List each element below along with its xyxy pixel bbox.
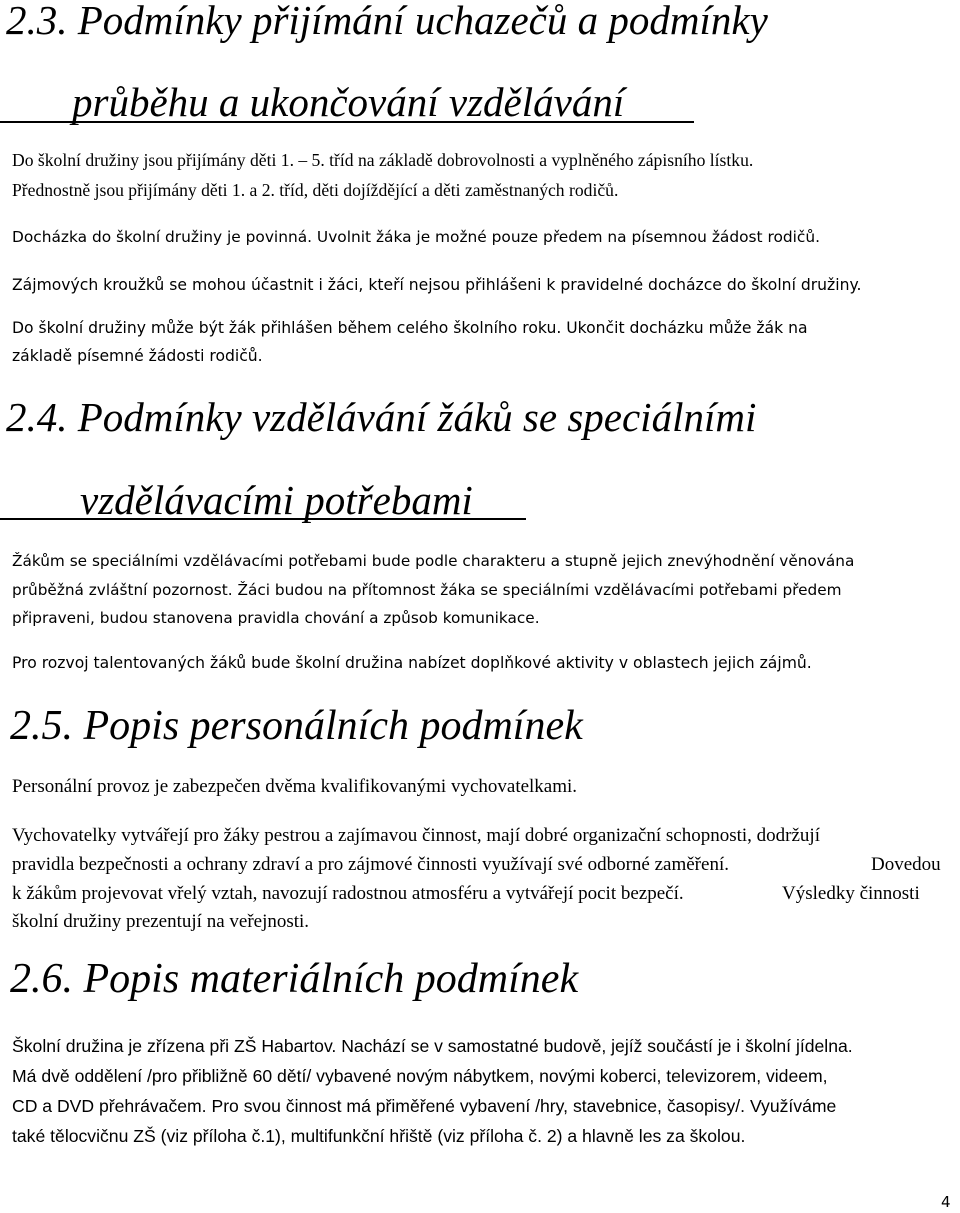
- paragraph-line: Zájmových kroužků se mohou účastnit i žáci, kteří nejsou přihlášeni k pravidelné docházce do školní družiny.: [12, 276, 862, 294]
- paragraph-line: průběžná zvláštní pozornost. Žáci budou na přítomnost žáka se speciálními vzdělávacími potřebami předem: [12, 581, 842, 599]
- paragraph-line: Personální provoz je zabezpečen dvěma kvalifikovanými vychovatelkami.: [12, 776, 578, 797]
- section-2-3-heading-line2: průběhu a ukončování vzdělávání: [72, 79, 625, 125]
- paragraph-line: Přednostně jsou přijímány děti 1. a 2. tříd, děti dojíždějící a děti zaměstnaných rodičů.: [12, 180, 619, 200]
- paragraph-line: základě písemné žádosti rodičů.: [12, 347, 263, 365]
- paragraph-line: Do školní družiny může být žák přihlášen během celého školního roku. Ukončit docházku může žák na: [12, 319, 808, 337]
- section-2-3-heading-line1: 2.3. Podmínky přijímání uchazečů a podmínky: [6, 0, 768, 43]
- paragraph-line: Pro rozvoj talentovaných žáků bude školní družina nabízet doplňkové aktivity v oblastech jejich zájmů.: [12, 654, 812, 672]
- section-2-5-heading: 2.5. Popis personálních podmínek: [10, 703, 583, 749]
- paragraph-line: školní družiny prezentují na veřejnosti.: [12, 911, 310, 932]
- page-number: 4: [941, 1193, 951, 1211]
- section-2-3-heading-underline: [0, 121, 694, 123]
- section-2-6-heading: 2.6. Popis materiálních podmínek: [10, 956, 579, 1002]
- paragraph-line: také tělocvičnu ZŠ (viz příloha č.1), multifunkční hřiště (viz příloha č. 2) a hlavně les za školou.: [12, 1126, 746, 1146]
- paragraph-line: Školní družina je zřízena při ZŠ Habartov. Nachází se v samostatné budově, jejíž součástí je i školní jídelna.: [12, 1036, 853, 1056]
- section-2-4-heading-underline: [0, 518, 526, 520]
- paragraph-line: Výsledky činnosti: [782, 883, 920, 904]
- section-2-4-heading-line1: 2.4. Podmínky vzdělávání žáků se speciálními: [6, 394, 757, 440]
- paragraph-line: k žákům projevovat vřelý vztah, navozují radostnou atmosféru a vytvářejí pocit bezpečí.: [12, 883, 684, 904]
- paragraph-line: pravidla bezpečnosti a ochrany zdraví a pro zájmové činnosti využívají své odborné zaměření.: [12, 854, 729, 875]
- paragraph-line: Docházka do školní družiny je povinná. Uvolnit žáka je možné pouze předem na písemnou žádost rodičů.: [12, 228, 821, 246]
- paragraph-line: CD a DVD přehrávačem. Pro svou činnost má přiměřené vybavení /hry, stavebnice, časopisy/. Využíváme: [12, 1096, 837, 1116]
- paragraph-line: Má dvě oddělení /pro přibližně 60 dětí/ vybavené novým nábytkem, novými koberci, televizorem, videem,: [12, 1066, 828, 1086]
- paragraph-line: připraveni, budou stanovena pravidla chování a způsob komunikace.: [12, 609, 540, 627]
- paragraph-line: Žákům se speciálními vzdělávacími potřebami bude podle charakteru a stupně jejich znevýhodnění věnována: [12, 552, 855, 570]
- paragraph-line: Do školní družiny jsou přijímány děti 1. – 5. tříd na základě dobrovolnosti a vyplněného zápisního lístku.: [12, 150, 754, 170]
- section-2-4-heading-line2: vzdělávacími potřebami: [80, 477, 473, 523]
- paragraph-line: Vychovatelky vytvářejí pro žáky pestrou a zajímavou činnost, mají dobré organizační schopnosti, dodržují: [12, 825, 820, 846]
- paragraph-line: Dovedou: [871, 854, 941, 875]
